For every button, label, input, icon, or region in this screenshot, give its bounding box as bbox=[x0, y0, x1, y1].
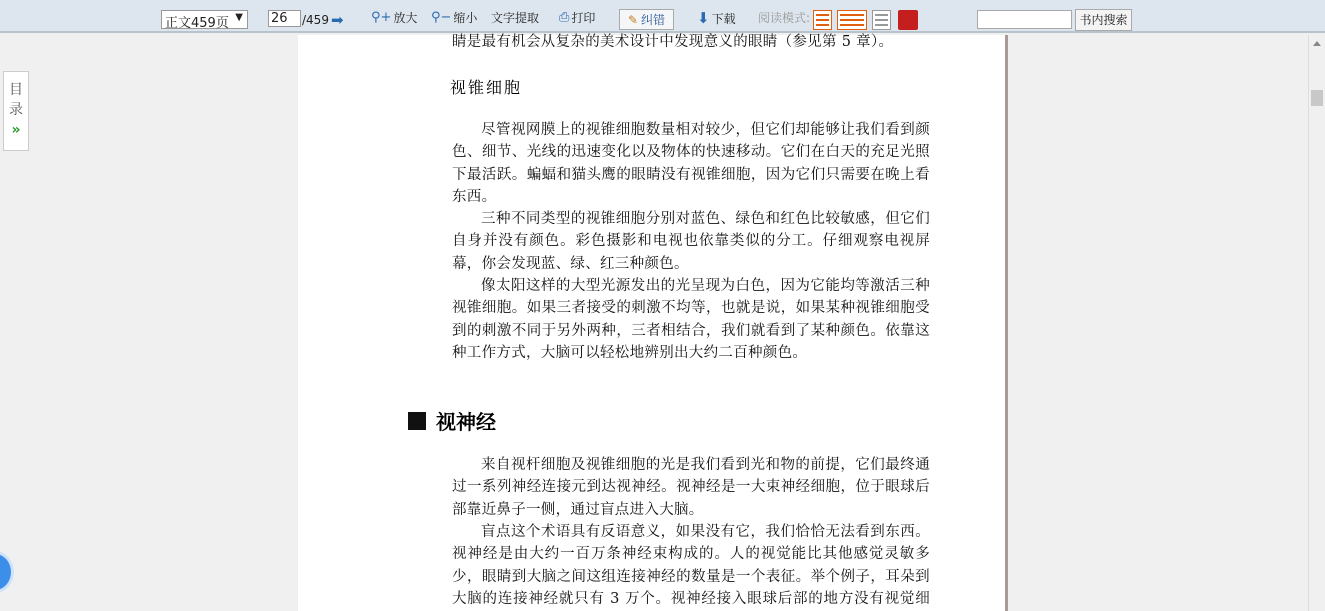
text-line: 睛是最有机会从复杂的美术设计中发现意义的眼睛（参见第 5 章）。 bbox=[452, 34, 894, 50]
text-line: 部靠近鼻子一侧，通过盲点进入大脑。 bbox=[452, 501, 704, 518]
logo-icon bbox=[898, 10, 918, 30]
section-heading-text: 视神经 bbox=[436, 410, 496, 434]
text-line: 尽管视网膜上的视锥细胞数量相对较少，但它们却能够让我们看到颜 bbox=[481, 122, 930, 138]
text-line: 像太阳这样的大型光源发出的光呈现为白色，因为它能均等激活三种 bbox=[481, 278, 930, 294]
print-button[interactable] bbox=[559, 9, 595, 26]
zoom-out-label: 缩小 bbox=[453, 11, 478, 25]
text-line: 到的刺激不同于另外两种，三者相结合，我们就看到了某种颜色。依靠这 bbox=[452, 322, 930, 339]
print-label: 打印 bbox=[571, 11, 596, 25]
page-number-input[interactable]: 26 bbox=[268, 10, 301, 27]
book-search-button[interactable]: 书内搜索 bbox=[1075, 9, 1132, 31]
dropdown-arrow-icon: ▼ bbox=[235, 12, 243, 23]
report-error-button[interactable] bbox=[619, 9, 674, 30]
floating-action-button[interactable] bbox=[0, 551, 14, 593]
zoom-out-icon: ⚲− bbox=[431, 10, 452, 25]
double-page-mode-icon[interactable] bbox=[837, 10, 867, 30]
document-page bbox=[298, 35, 1008, 611]
text-line: 少，眼睛到大脑之间这组连接神经的数量是一个表征。举个例子，耳朵到 bbox=[452, 568, 930, 585]
scroll-thumb[interactable] bbox=[1311, 90, 1323, 106]
zoom-in-label: 放大 bbox=[393, 11, 418, 25]
text-line: 视锥细胞。如果三者接受的刺激不均等，也就是说，如果某种视锥细胞受 bbox=[452, 300, 930, 317]
scroll-mode-icon[interactable] bbox=[872, 10, 891, 30]
read-mode-label: 阅读模式: bbox=[758, 11, 811, 25]
report-error-label: 纠错 bbox=[641, 13, 666, 27]
square-bullet-icon bbox=[408, 412, 426, 430]
text-line: 下最活跃。蝙蝠和猫头鹰的眼睛没有视锥细胞，因为它们只需要在晚上看 bbox=[452, 166, 930, 183]
vertical-scrollbar[interactable] bbox=[1308, 35, 1325, 611]
download-button[interactable] bbox=[697, 9, 736, 27]
book-search-input[interactable] bbox=[977, 10, 1072, 29]
toc-toggle[interactable] bbox=[3, 71, 29, 151]
download-arrow-icon: ⬇ bbox=[697, 9, 710, 27]
text-line: 种工作方式，大脑可以轻松地辨别出大约二百种颜色。 bbox=[452, 344, 808, 361]
download-label: 下载 bbox=[711, 11, 736, 26]
go-arrow-icon[interactable]: ➡ bbox=[330, 11, 344, 29]
text-line: 视神经是由大约一百万条神经束构成的。人的视觉能比其他感觉灵敏多 bbox=[452, 546, 930, 563]
subheading: 视锥细胞 bbox=[450, 78, 523, 97]
text-line: 自身并没有颜色。彩色摄影和电视也依靠类似的分工。仔细观察电视屏 bbox=[452, 233, 930, 250]
toc-label: 目 bbox=[9, 82, 23, 98]
page-select-value: 正文459页 bbox=[165, 16, 229, 31]
text-line: 来自视杆细胞及视锥细胞的光是我们看到光和物的前提，它们最终通 bbox=[481, 457, 930, 473]
single-page-mode-icon[interactable] bbox=[813, 10, 832, 30]
toolbar bbox=[0, 0, 1325, 33]
extract-text-label: 文字提取 bbox=[491, 11, 540, 25]
text-line: 三种不同类型的视锥细胞分别对蓝色、绿色和红色比较敏感，但它们 bbox=[481, 211, 930, 227]
toc-label: 录 bbox=[9, 102, 23, 118]
pencil-icon: ✎ bbox=[627, 12, 639, 27]
text-line: 过一系列神经连接元到达视神经。视神经是一大束神经细胞，位于眼球后 bbox=[452, 479, 930, 496]
text-line: 大脑的连接神经就只有 3 万个。视神经接入眼球后部的地方没有视觉细 bbox=[452, 590, 930, 607]
text-line: 色、细节、光线的迅速变化以及物体的快速移动。它们在白天的充足光照 bbox=[452, 144, 930, 161]
text-line: 东西。 bbox=[452, 188, 497, 205]
zoom-in-button[interactable] bbox=[371, 9, 417, 26]
scroll-up-icon[interactable] bbox=[1313, 41, 1321, 46]
expand-chevron-icon: » bbox=[11, 122, 21, 138]
zoom-in-icon: ⚲+ bbox=[371, 10, 392, 25]
page-total: /459 bbox=[302, 13, 329, 27]
text-line: 幕，你会发现蓝、绿、红三种颜色。 bbox=[452, 255, 689, 272]
zoom-out-button[interactable] bbox=[431, 9, 477, 26]
section-heading bbox=[408, 406, 496, 435]
printer-icon: ⎙ bbox=[559, 10, 570, 25]
extract-text-button[interactable] bbox=[491, 9, 539, 26]
page-select[interactable] bbox=[161, 10, 248, 29]
text-line: 盲点这个术语具有反语意义，如果没有它，我们恰恰无法看到东西。 bbox=[481, 524, 930, 540]
